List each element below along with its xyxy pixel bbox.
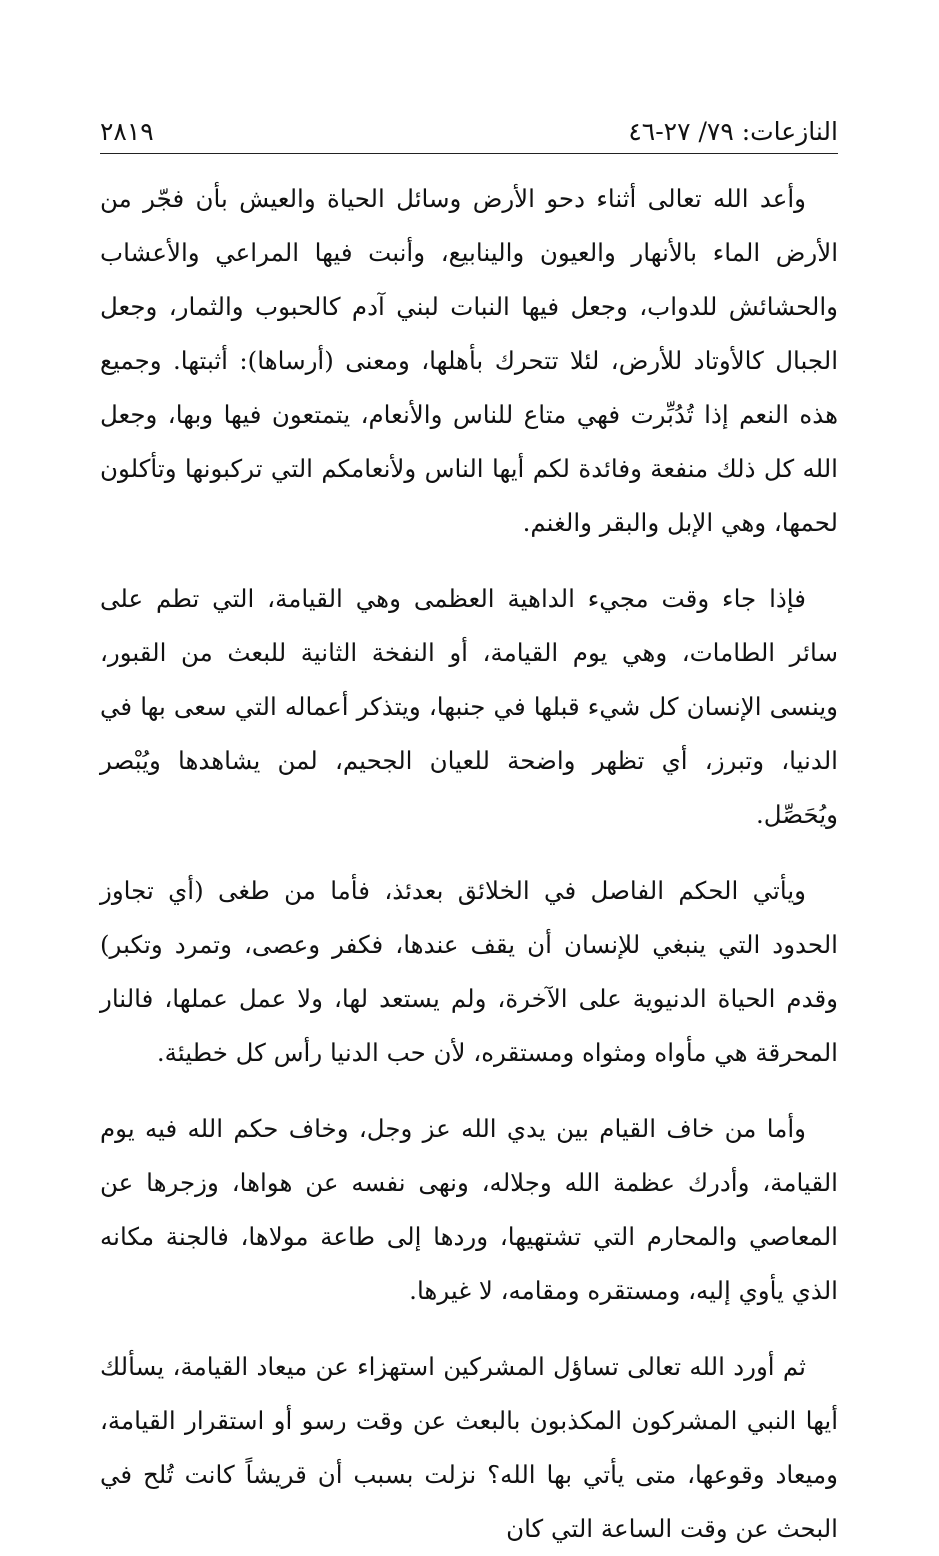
page-header xyxy=(100,112,838,152)
page-number: ٢٨١٩ xyxy=(100,117,154,146)
running-head: النازعات: ٧٩/ ٢٧-٤٦ xyxy=(628,117,838,146)
header-rule xyxy=(100,153,838,154)
paragraph: فإذا جاء وقت مجيء الداهية العظمى وهي القيامة، التي تطم على سائر الطامات، وهي يوم القيامة، أو النفخة الثانية للبعث من القبور، وينسى الإنسان كل شيء قبلها في جنبها، ويتذكر أعماله التي سعى بها في الدنيا، وتبرز، أي تظهر واضحة للعيان الجحيم، لمن يشاهدها ويُبْصر ويُحَصِّل. xyxy=(100,584,838,829)
paragraph: وأما من خاف القيام بين يدي الله عز وجل، وخاف حكم الله فيه يوم القيامة، وأدرك عظمة الله وجلاله، ونهى نفسه عن هواها، وزجرها عن المعاصي والمحارم التي تشتهيها، وردها إلى طاعة مولاها، فالجنة مكانه الذي يأوي إليه، ومستقره ومقامه، لا غيرها. xyxy=(100,1114,838,1305)
paragraph: ثم أورد الله تعالى تساؤل المشركين استهزاء عن ميعاد القيامة، يسألك أيها النبي المشركون المكذبون بالبعث عن وقت رسو أو استقرار القيامة، وميعاد وقوعها، متى يأتي بها الله؟ نزلت بسبب أن قريشاً كانت تُلح في البحث عن وقت الساعة التي كان xyxy=(100,1352,838,1543)
paragraph: ويأتي الحكم الفاصل في الخلائق بعدئذ، فأما من طغى (أي تجاوز الحدود التي ينبغي للإنسان أن يقف عندها، فكفر وعصى، وتمرد وتكبر) وقدم الحياة الدنيوية على الآخرة، ولم يستعد لها، ولا عمل عملها، فالنار المحرقة هي مأواه ومثواه ومستقره، لأن حب الدنيا رأس كل خطيئة. xyxy=(100,876,838,1067)
paragraph: وأعد الله تعالى أثناء دحو الأرض وسائل الحياة والعيش بأن فجّر من الأرض الماء بالأنهار والعيون والينابيع، وأنبت فيها المراعي والأعشاب والحشائش للدواب، وجعل فيها النبات لبني آدم كالحبوب والثمار، وجعل الجبال كالأوتاد للأرض، لئلا تتحرك بأهلها، ومعنى (أرساها): أثبتها. وجميع هذه النعم إذا تُدُبِّرت فهي متاع للناس والأنعام، يتمتعون فيها وبها، وجعل الله كل ذلك منفعة وفائدة لكم أيها الناس ولأنعامكم التي تركبونها وتأكلون لحمها، وهي الإبل والبقر والغنم. xyxy=(100,184,838,537)
body-text xyxy=(100,172,838,1556)
